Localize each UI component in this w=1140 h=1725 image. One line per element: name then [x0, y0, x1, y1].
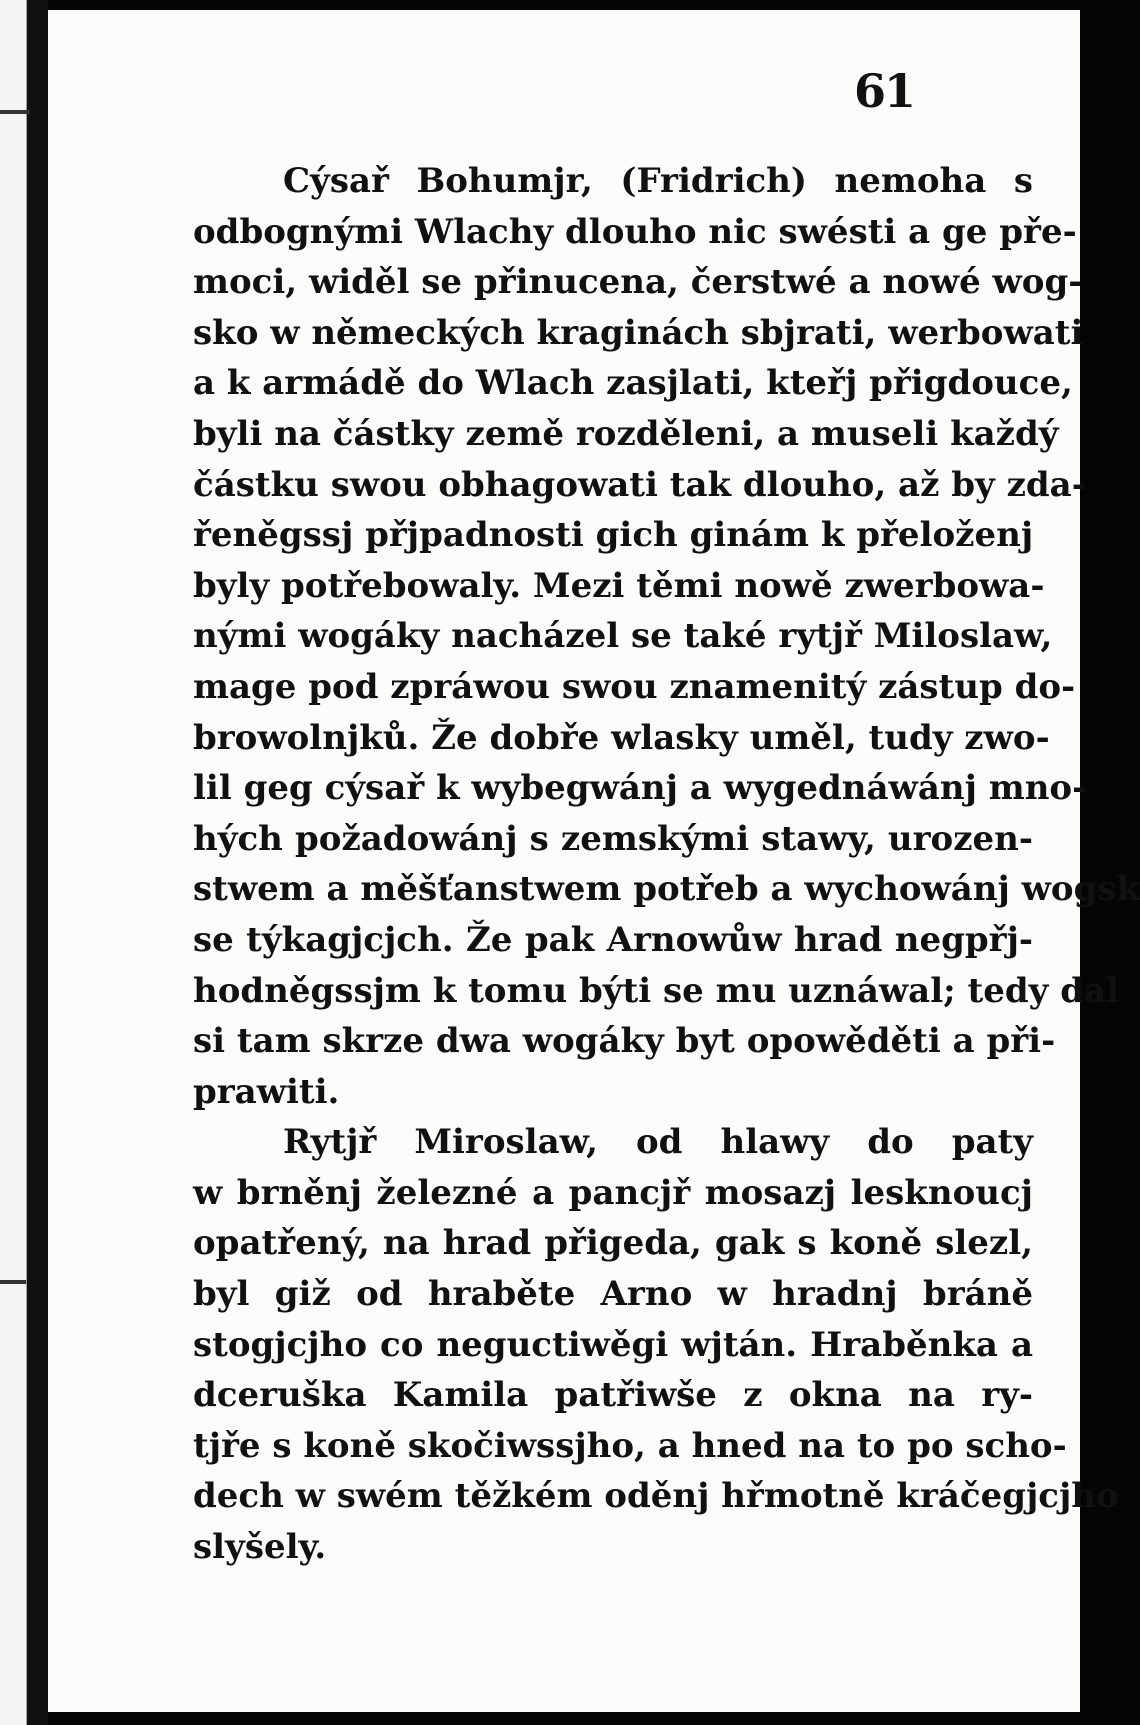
text-line: mage pod zpráwou swou znamenitý zástup do- [193, 666, 1076, 707]
book-page [48, 10, 1140, 1712]
paragraph-1 [193, 156, 1140, 1117]
text-line: browolnjků. Že dobře wlasky uměl, tudy zwo- [193, 717, 1050, 758]
paragraph-2 [193, 1117, 1119, 1572]
text-line: byli na částky země rozděleni, a museli každý [193, 413, 1059, 454]
text-line: dceruška Kamila patřiwše z okna na ry- [193, 1375, 1033, 1416]
text-line: stwem a měšťanstwem potřeb a wychowánj wogsk [193, 869, 1140, 910]
text-line: Rytjř Miroslaw, od hlawy do paty [283, 1122, 1033, 1163]
text-line: a k armádě do Wlach zasjlati, kteřj přigdouce, [193, 363, 1073, 404]
text-line: dech w swém těžkém oděnj hřmotně kráčegjcjho [193, 1476, 1119, 1517]
text-line: řeněgssj přjpadnosti gich ginám k přeloženj [193, 515, 1034, 556]
left-page-edge [0, 0, 48, 1725]
text-line: opatřený, na hrad přigeda, gak s koně slezl, [193, 1223, 1033, 1264]
text-line: slyšely. [193, 1527, 327, 1568]
text-line: prawiti. [193, 1071, 340, 1112]
text-line: w brněnj železné a pancjř mosazj lesknoucj [193, 1172, 1033, 1213]
text-line: hodněgssjm k tomu býti se mu uznáwal; tedy dal [193, 970, 1119, 1011]
text-line: hých požadowánj s zemskými stawy, urozen- [193, 818, 1033, 859]
text-line: Cýsař Bohumjr, (Fridrich) nemoha s [283, 161, 1033, 201]
page-number: 61 [853, 64, 914, 118]
text-line: nými wogáky nacházel se také rytjř Miloslaw, [193, 616, 1053, 657]
text-line: lil geg cýsař k wybegwánj a wygednáwánj mno- [193, 768, 1087, 809]
text-line: se týkagjcjch. Že pak Arnowůw hrad negpřj- [193, 919, 1033, 960]
text-line: moci, widěl se přinucena, čerstwé a nowé wog- [193, 262, 1083, 303]
text-line: byly potřebowaly. Mezi těmi nowě zwerbowa- [193, 565, 1045, 606]
text-line: sko w německých kraginách sbjrati, werbowati [193, 312, 1084, 353]
edge-mark [0, 1280, 26, 1284]
text-line: byl giž od hraběte Arno w hradnj bráně [193, 1274, 1033, 1315]
text-line: stogjcjho co neguctiwěgi wjtán. Hraběnka a [193, 1324, 1033, 1365]
edge-mark [0, 110, 30, 114]
text-line: si tam skrze dwa wogáky byt opowěděti a při- [193, 1021, 1056, 1062]
text-line: odbognými Wlachy dlouho nic swésti a ge pře- [193, 211, 1077, 252]
text-line: částku swou obhagowati tak dlouho, až by zda- [193, 464, 1086, 505]
page-text [193, 156, 1140, 1573]
text-line: tjře s koně skočiwssjho, a hned na to po scho- [193, 1425, 1067, 1466]
